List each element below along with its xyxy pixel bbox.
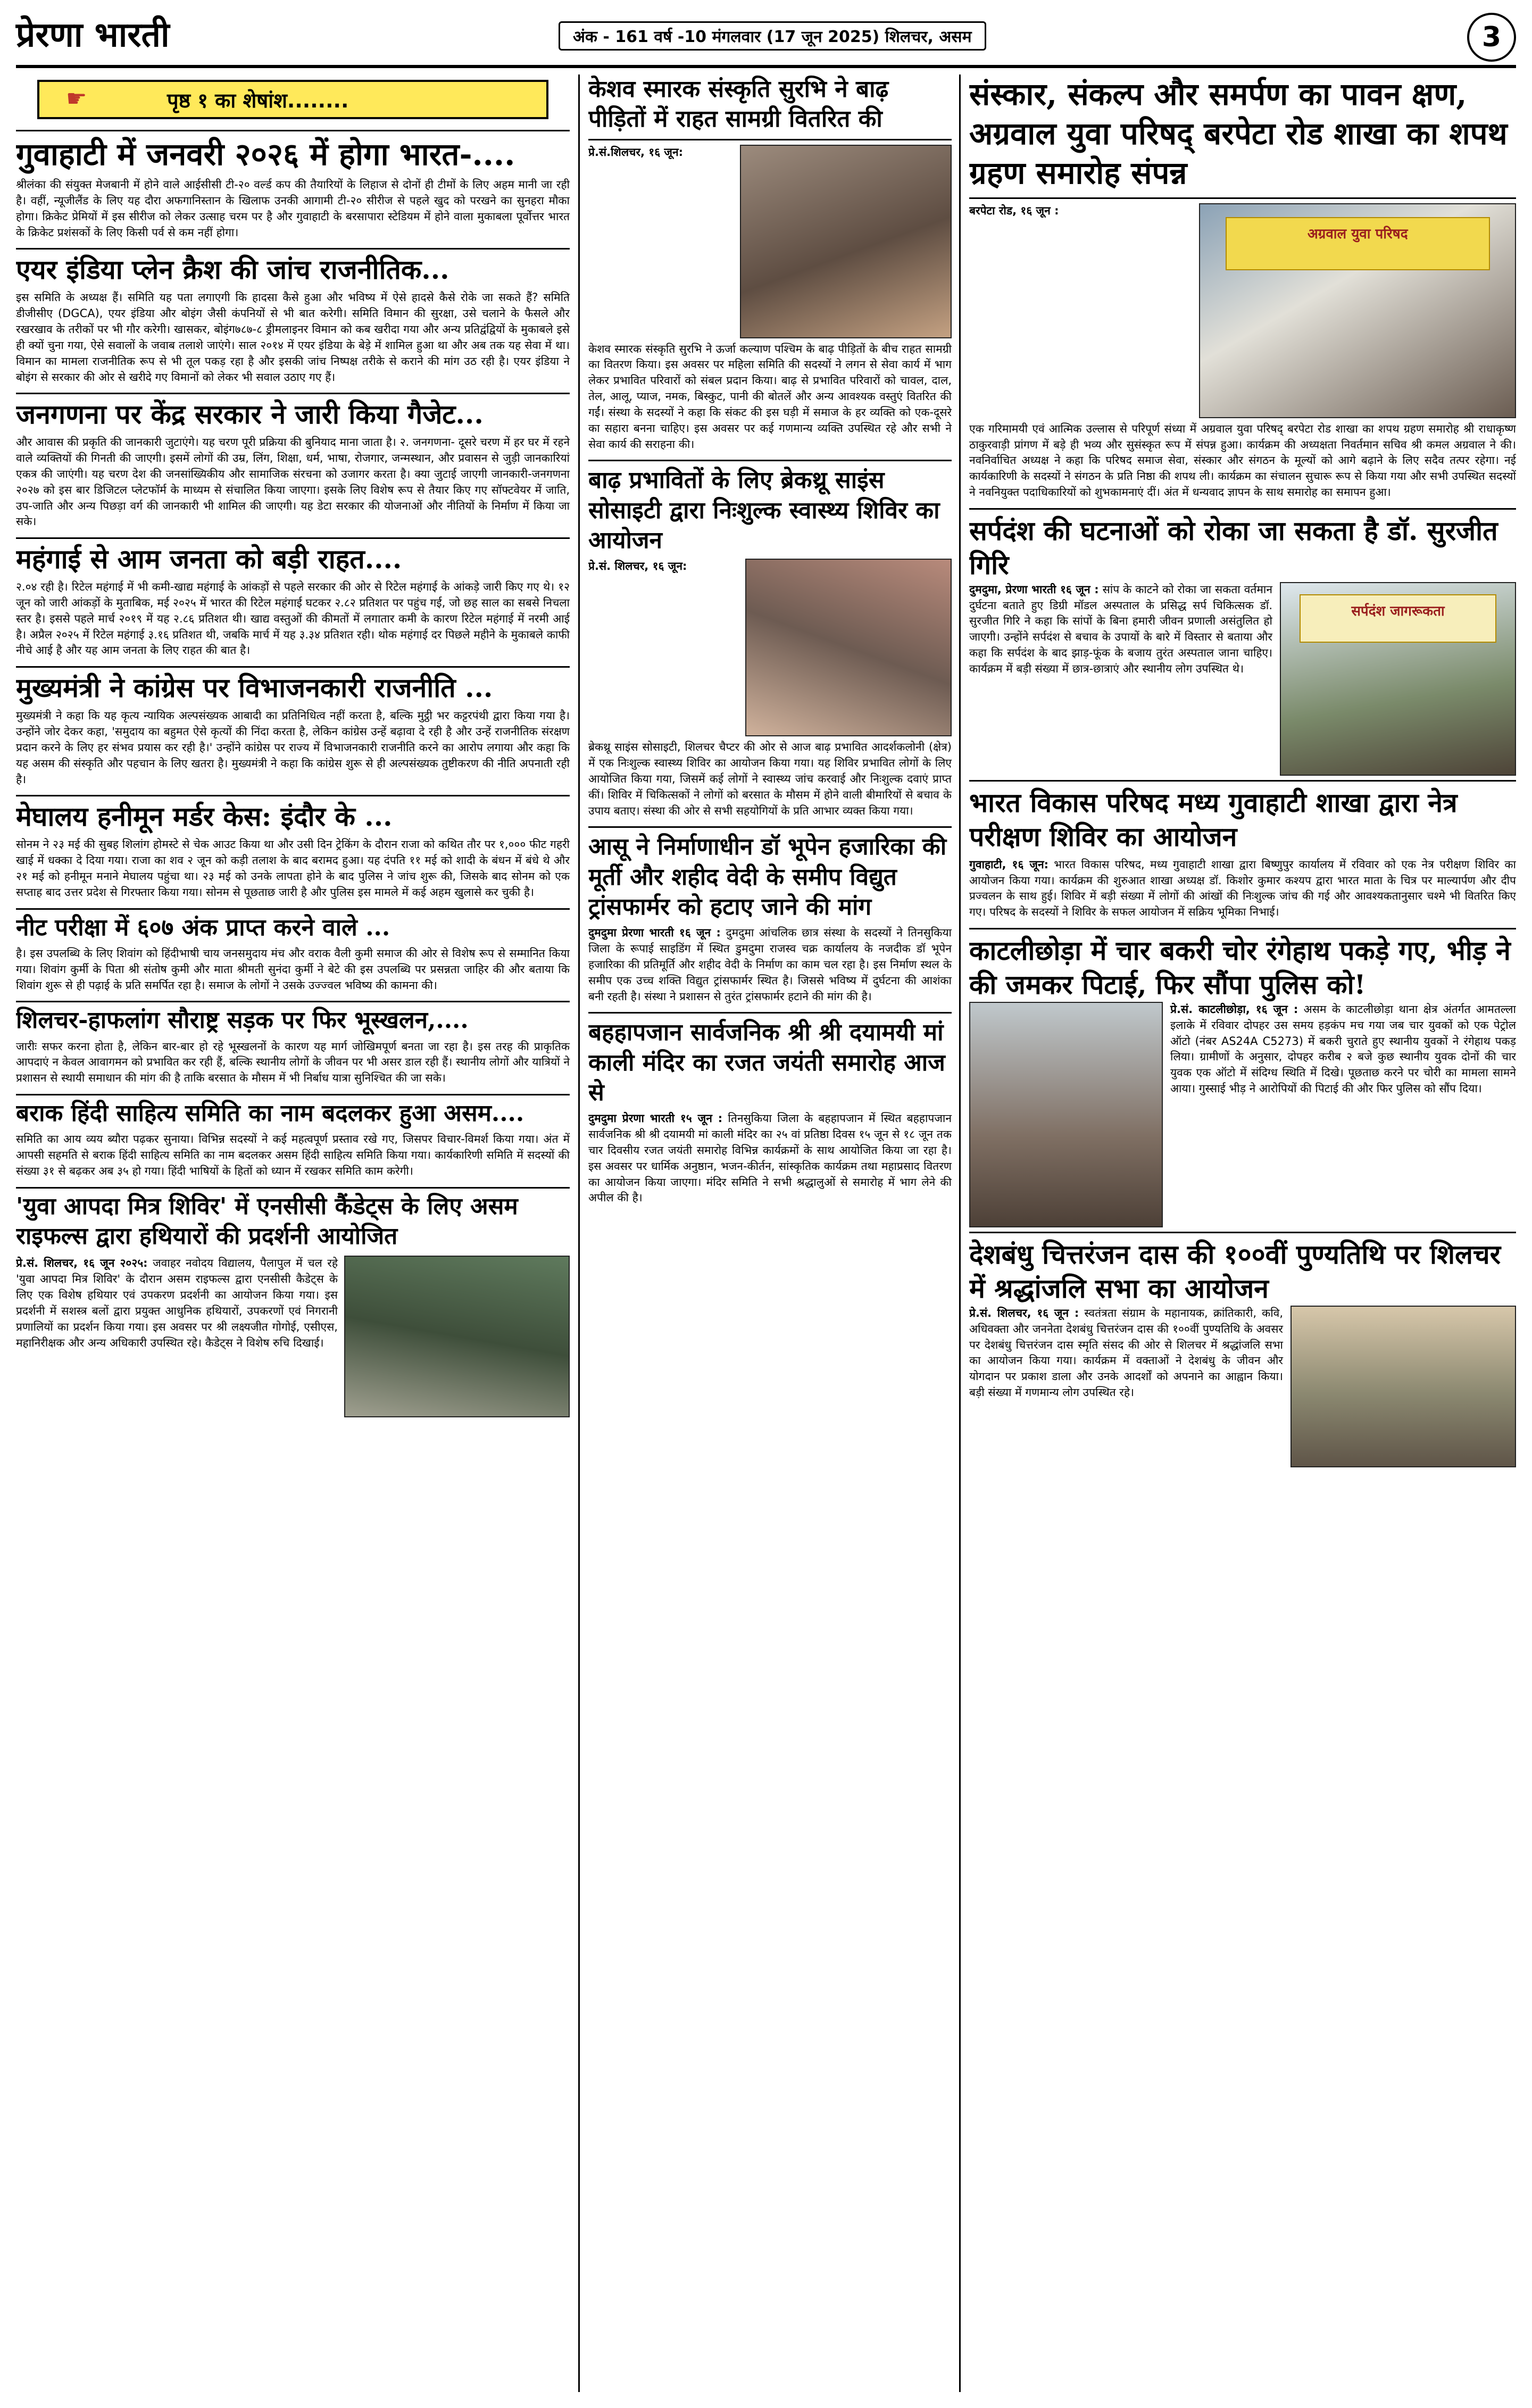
column-left: [16, 74, 580, 2392]
article-body-wrap: [969, 203, 1192, 418]
article-dateline: बरपेटा रोड, १६ जून :: [969, 204, 1059, 217]
article-title: महंगाई से आम जनता को बड़ी राहत....: [16, 537, 570, 576]
column-right: [969, 74, 1516, 2392]
article-body-wrap: [969, 582, 1272, 776]
article-title: आसू ने निर्माणाधीन डॉ भूपेन हजारिका की मूर्ती और शहीद वेदी के समीप विद्युत ट्रांसफार्मर को हटाए जाने की मांग: [588, 833, 947, 920]
article-dateline: प्रे.सं. शिलचर, १६ जून २०२५:: [16, 1257, 148, 1270]
pointing-hand-icon: ☛: [66, 85, 87, 112]
article-dateline: प्रे.सं. शिलचर, १६ जून :: [969, 1307, 1079, 1320]
snakebite-awareness-photo: [1280, 582, 1516, 776]
photo-banner-text: अग्रवाल युवा परिषद: [1307, 226, 1408, 242]
article-body: दुमदुमा आंचलिक छात्र संस्था के सदस्यों ने तिनसुकिया जिला के रूपाई साइडिंग में स्थित डुमदुमा राजस्व चक्र कार्यालय के नजदीक डॉ भूपेन हजारिका की प्रतिमूर्ति और शहीद वेदी के निर्माण का काम चल रहा है। इस निर्माण स्थल के समीप एक उच्च शक्ति विद्युत ट्रांसफार्मर स्थित है। जिससे भविष्य में दुर्घटना की आशंका बनी रहती है। संस्था ने प्रशासन से तुरंत ट्रांसफार्मर हटाने की मांग की है।: [588, 926, 952, 1003]
article-title: देशबंधु चित्तरंजन दास की १००वीं पुण्यतिथि पर शिलचर में श्रद्धांजलि सभा का आयोजन: [969, 1239, 1501, 1305]
article-body: इस समिति के अध्यक्ष हैं। समिति यह पता लगाएगी कि हादसा कैसे हुआ और भविष्य में ऐसे हादसे कैसे रोके जा सकते हैं? समिति डीजीसीए (DGCA), एयर इंडिया और बोइंग जैसी कंपनियों से भी बात करेगी। समिति विमान की सुरक्षा, उसे चलाने के फैसले और रखरखाव के तरीकों पर भी गौर करेगी। खासकर, बोइंग७८७-८ ड्रीमलाइनर विमान को कब खरीदा गया और अन्य प्रतिद्वंद्वियों के मुकाबले इसे ही क्यों चुना गया, ऐसे सवालों के जवाब तलाशे जाएंगे। साल २०१४ में एयर इंडिया के बेड़े में शामिल हुआ था और अब तक यह सेवा में था। विमान का मामला राजनीतिक रूप से भी तूल पकड़ रहा है और इसकी जांच निष्पक्ष तरीके से कराने की मांग उठ रही है। एयर इंडिया ने बोइंग से सरकार की ओर से खरीदे गए विमानों को लेकर भी सवाल उठाए गए हैं।: [16, 291, 570, 384]
article-body-wrap: [588, 145, 735, 338]
article-body: तिनसुकिया जिला के बहहापजान में स्थित बहहापजान सार्वजनिक श्री श्री दयामयी मां काली मंदिर का २५ वां प्रतिष्ठा दिवस १५ जून से १८ जून तक चार दिवसीय रजत जयंती समारोह विभिन्न कार्यक्रमों के साथ आयोजित किया जा रहा है। इस अवसर पर धार्मिक अनुष्ठान, भजन-कीर्तन, सांस्कृतिक कार्यक्रम तथा महाप्रसाद वितरण का आयोजन किया जाएगा। मंदिर समिति ने सभी श्रद्धालुओं से समारोह में भाग लेने की अपील की है।: [588, 1112, 952, 1205]
article-body: समिति का आय व्यय ब्यौरा पढ़कर सुनाया। विभिन्न सदस्यों ने कई महत्वपूर्ण प्रस्ताव रखे गए, जिसपर विचार-विमर्श किया गया। अंत में आपसी सहमति से बराक हिंदी साहित्य समिति का नाम बदलकर असम हिंदी साहित्य समिति किया गया। कार्यकारिणी समिति में सदस्यों की संख्या ३१ से बढ़कर अब ३५ हो गया। हिंदी भाषियों के हितों को ध्यान में रखकर समिति काम करेगी।: [16, 1133, 570, 1178]
article-body: २.०४ रही है। रिटेल महंगाई में भी कमी-खाद्य महंगाई के आंकड़ों से पहले सरकार की ओर से रिटेल महंगाई के आंकड़े जारी किए गए थे। १२ जून को जारी आंकड़ों के मुताबिक, मई २०२५ में भारत की रिटेल महंगाई घटकर २.८२ प्रतिशत पर पहुंच गई, जो छह साल का सबसे निचला स्तर है। इससे पहले मार्च २०१९ में यह २.८६ प्रतिशत थी। खाद्य वस्तुओं की कीमतों में लगातार कमी के कारण रिटेल महंगाई में नरमी आई है। अप्रैल २०२५ में रिटेल महंगाई ३.१६ प्रतिशत थी, जबकि मार्च में यह ३.३४ प्रतिशत रही। थोक महंगाई दर पिछले महीने के मुकाबले काफी नीचे आई है और यह आम जनता के लिए राहत की बात है।: [16, 580, 570, 657]
article-title: भारत विकास परिषद मध्य गुवाहाटी शाखा द्वारा नेत्र परीक्षण शिविर का आयोजन: [969, 786, 1458, 852]
article-body: जवाहर नवोदय विद्यालय, पैलापुल में चल रहे 'युवा आपदा मित्र शिविर' के दौरान असम राइफल्स द्वारा एनसीसी कैडेट्स के लिए एक विशेष हथियार एवं उपकरण प्रदर्शनी का आयोजन किया गया। इस प्रदर्शनी में सशस्त्र बलों द्वारा प्रयुक्त आधुनिक हथियारों, उपकरणों एवं निगरानी प्रणालियों का प्रदर्शन किया गया। इस अवसर पर श्री लक्ष्यजीत गोगोई, एसीएस, महानिरीक्षक और अन्य अधिकारी उपस्थित रहे। कैडेट्स ने विशेष रुचि दिखाई।: [16, 1257, 338, 1349]
article-body: एक गरिमामयी एवं आत्मिक उल्लास से परिपूर्ण संध्या में अग्रवाल युवा परिषद् बरपेटा रोड शाखा का शपथ ग्रहण समारोह श्री राधाकृष्ण ठाकुरवाड़ी प्रांगण में बड़े ही भव्य और सुसंस्कृत रूप में संपन्न हुआ। कार्यक्रम की अध्यक्षता निवर्तमान सचिव श्री कमल अग्रवाल ने की। नवनिर्वाचित अध्यक्ष ने कहा कि परिषद समाज सेवा, संस्कार और संगठन के मूल्यों को आगे बढ़ाने के लिए सदैव तत्पर रहेगा। नई कार्यकारिणी के सदस्यों ने संगठन के प्रति निष्ठा की शपथ ली। कार्यक्रम का संचालन सुचारू रूप से किया गया और सभी उपस्थित सदस्यों ने नवनियुक्त पदाधिकारियों को शुभकामनाएं दीं। अंत में धन्यवाद ज्ञापन के साथ समारोह का समापन हुआ।: [969, 422, 1516, 499]
column-middle: [588, 74, 961, 2392]
article-body: श्रीलंका की संयुक्त मेजबानी में होने वाले आईसीसी टी-२० वर्ल्ड कप की तैयारियों के लिहाज से दोनों ही टीमों के लिए अहम मानी जा रही है। वहीं, न्यूजीलैंड के लिए यह दौरा अफगानिस्तान के खिलाफ उनकी आगामी टी-२० सीरीज से पहले खुद को परखने का सुनहरा मौका होगा। क्रिकेट प्रेमियों में इस सीरीज को लेकर उत्साह चरम पर है और गुवाहाटी के बरसापारा स्टेडियम में होने वाला मुकाबला पूर्वोत्तर भारत के क्रिकेट प्रशंसकों के लिए किसी पर्व से कम नहीं होगा।: [16, 178, 570, 239]
article-title: मेघालय हनीमून मर्डर केस: इंदौर के ...: [16, 795, 570, 834]
article-body: है। इस उपलब्धि के लिए शिवांग को हिंदीभाषी चाय जनसमुदाय मंच और वराक वैली कुमी समाज की ओर से विशेष रूप से सम्मानित किया गया। शिवांग कुर्मी के पिता श्री संतोष कुमी और माता श्रीमती सुनंदा कुर्मी ने बेटे की इस उपलब्धि पर प्रसन्नता जाहिर की और बताया कि शिवांग शुरू से ही पढ़ाई के प्रति समर्पित रहा है। समाज के लोगों ने उसके उज्ज्वल भविष्य की कामना की।: [16, 946, 570, 992]
article-dateline: गुवाहाटी, १६ जून:: [969, 858, 1048, 871]
masthead: [16, 10, 1516, 68]
article-dateline: दुमदुमा, प्रेरणा भारती १६ जून :: [969, 583, 1099, 596]
article-title: बराक हिंदी साहित्य समिति का नाम बदलकर हुआ असम....: [16, 1094, 570, 1128]
article-dateline: प्रे.सं. काटलीछोड़ा, १६ जून :: [1170, 1003, 1298, 1016]
paper-name: प्रेरणा भारती: [16, 15, 170, 55]
article-body: सांप के काटने को रोका जा सकता वर्तमान दुर्घटना बताते हुए डिग्री मॉडल अस्पताल के प्रसिद्ध सर्प चिकित्सक डॉ. सुरजीत गिरि ने कहा कि सांपों के बिना हमारी जीवन प्रणाली असंतुलित हो जाएगी। उन्होंने सर्पदंश से बचाव के उपायों के बारे में विस्तार से बताया और कहा कि सर्पदंश के बाद झाड़-फूंक के बजाय तुरंत अस्पताल जाना चाहिए। कार्यक्रम में बड़ी संख्या में छात्र-छात्राएं और स्थानीय लोग उपस्थित थे।: [969, 583, 1272, 675]
article-body: केशव स्मारक संस्कृति सुरभि ने ऊर्जा कल्याण पश्चिम के बाढ़ पीड़ितों के बीच राहत सामग्री का वितरण किया। इस अवसर पर महिला समिति की सदस्यों ने लगन से सेवा कार्य में भाग लेकर प्रभावित परिवारों को संबल प्रदान किया। बाढ़ से प्रभावित परिवारों को चावल, दाल, तेल, आलू, प्याज, नमक, बिस्कुट, पानी की बोतलें और अन्य आवश्यक वस्तुएं वितरित की गईं। संस्था के सदस्यों ने कहा कि संकट की इस घड़ी में समाज के हर व्यक्ति को एक-दूसरे का सहारा बनना चाहिए। इस अवसर पर कई गणमान्य व्यक्ति उपस्थित रहे और सभी ने सेवा कार्य की सराहना की।: [588, 342, 952, 451]
relief-distribution-photo: [740, 145, 952, 338]
article-title: नीट परीक्षा में ६०७ अंक प्राप्त करने वाले ...: [16, 908, 570, 943]
article-body-wrap: [969, 1306, 1283, 1467]
article-title: संस्कार, संकल्प और समर्पण का पावन क्षण, अग्रवाल युवा परिषद् बरपेटा रोड शाखा का शपथ ग्रहण समारोह संपन्न: [969, 76, 1508, 192]
continuation-label: पृष्ठ १ का शेषांश........: [167, 89, 349, 112]
ncc-exhibition-photo: [344, 1256, 570, 1417]
article-dateline: प्रे.सं. शिलचर, १६ जून:: [588, 560, 687, 573]
article-dateline: दुमदुमा प्रेरणा भारती १६ जून :: [588, 926, 721, 940]
article-title: काटलीछोड़ा में चार बकरी चोर रंगेहाथ पकड़े गए, भीड़ ने की जमकर पिटाई, फिर सौंपा पुलिस को!: [969, 935, 1511, 1001]
health-camp-photo: [745, 559, 952, 736]
page-number: 3: [1467, 13, 1516, 62]
article-title: सर्पदंश की घटनाओं को रोका जा सकता है डॉ. सुरजीत गिरि: [969, 514, 1498, 580]
article-body-wrap: [588, 925, 952, 1004]
oath-ceremony-photo: [1199, 203, 1516, 418]
article-body: ब्रेकथ्रू साइंस सोसाइटी, शिलचर चैप्टर की ओर से आज बाढ़ प्रभावित आदर्शकलोनी (क्षेत्र) में एक निःशुल्क स्वास्थ्य शिविर का आयोजन किया गया। यह शिविर प्रभावित लोगों के लिए आयोजित किया गया, जिसमें कई लोगों ने स्वास्थ्य जांच करवाई और निःशुल्क दवाएं प्राप्त कीं। शिविर में चिकित्सकों ने लोगों को बरसात के मौसम में होने वाली बीमारियों से बचाव के उपाय बताए। संस्था की ओर से सभी सहयोगियों के प्रति आभार व्यक्त किया गया।: [588, 741, 952, 817]
article-title: गुवाहाटी में जनवरी २०२६ में होगा भारत-....: [16, 130, 570, 174]
article-title: जनगणना पर केंद्र सरकार ने जारी किया गैजेट...: [16, 393, 570, 431]
issue-info: अंक - 161 वर्ष -10 मंगलवार (17 जून 2025) शिलचर, असम: [559, 21, 986, 51]
article-title: शिलचर-हाफलांग सौराष्ट्र सड़क पर फिर भूस्खलन,....: [16, 1001, 570, 1035]
article-body: मुख्यमंत्री ने कहा कि यह कृत्य न्यायिक अल्पसंख्यक आबादी का प्रतिनिधित्व नहीं करता है, बल्कि मुट्ठी भर कट्टरपंथी द्वारा किया गया है। उन्होंने जोर देकर कहा, 'समुदाय का बहुमत ऐसे कृत्यों की निंदा करता है, लेकिन कांग्रेस उन्हें बढ़ावा दे रही है और उन्हें राजनीतिक संरक्षण प्रदान करने के लिए हर संभव प्रयास कर रही है।' उन्होंने कांग्रेस पर राज्य में विभाजनकारी राजनीति करने का आरोप लगाया और कहा कि यह असम की संस्कृति और पहचान के लिए खतरा है। मुख्यमंत्री ने कहा कि कांग्रेस शुरू से ही अल्पसंख्यक तुष्टीकरण की नीति अपनाती रही है।: [16, 709, 570, 786]
continuation-banner: [37, 80, 548, 119]
article-body: जारीः सफर करना होता है, लेकिन बार-बार हो रहे भूस्खलनों के कारण यह मार्ग जोखिमपूर्ण बनता जा रहा है। इस तरह की प्राकृतिक आपदाएं न केवल आवागमन को प्रभावित कर रही हैं, बल्कि स्थानीय लोगों के जीवन पर भी असर डाल रही हैं। स्थानीय लोगों और यात्रियों ने प्रशासन से स्थायी समाधान की मांग की है ताकि बरसात के मौसम में भी निर्बाध यात्रा सुनिश्चित की जा सके।: [16, 1040, 570, 1085]
article-title: मुख्यमंत्री ने कांग्रेस पर विभाजनकारी राजनीति ...: [16, 666, 570, 705]
photo-banner-text: सर्पदंश जागरूकता: [1351, 603, 1445, 620]
article-title: 'युवा आपदा मित्र शिविर' में एनसीसी कैंडेट्स के लिए असम राइफल्स द्वारा हथियारों की प्रदर्शनी आयोजित: [16, 1187, 570, 1252]
article-title: एयर इंडिया प्लेन क्रैश की जांच राजनीतिक...: [16, 248, 570, 287]
article-body: भारत विकास परिषद, मध्य गुवाहाटी शाखा द्वारा बिष्णुपुर कार्यालय में रविवार को एक नेत्र परीक्षण शिविर का आयोजन किया गया। कार्यक्रम की शुरुआत शाखा अध्यक्ष डॉ. किशोर कुमार कश्यप द्वारा भारत माता के चित्र पर माल्यार्पण और दीप प्रज्वलन के साथ हुई। शिविर में बड़ी संख्या में लोगों की आंखों की निःशुल्क जांच की गई और आवश्यकतानुसार चश्मे भी वितरित किए गए। परिषद के सदस्यों ने शिविर के सफल आयोजन में सक्रिय भूमिका निभाई।: [969, 858, 1516, 919]
article-dateline: प्रे.सं.शिलचर, १६ जून:: [588, 145, 684, 159]
article-title: बाढ़ प्रभावितों के लिए ब्रेकथ्रू साइंस सोसाइटी द्वारा निःशुल्क स्वास्थ्य शिविर का आयोजन: [588, 467, 940, 554]
goat-thieves-photo: [969, 1002, 1163, 1227]
article-body: स्वतंत्रता संग्राम के महानायक, क्रांतिकारी, कवि, अधिवक्ता और जननेता देशबंधु चित्तरंजन दास की १००वीं पुण्यतिथि के अवसर पर देशबंधु चित्तरंजन दास स्मृति संसद की ओर से शिलचर में श्रद्धांजलि सभा का आयोजन किया गया। कार्यक्रम में वक्ताओं ने देशबंधु के जीवन और योगदान पर प्रकाश डाला और उनके आदर्शों को अपनाने का आह्वान किया। बड़ी संख्या में गणमान्य लोग उपस्थित रहे।: [969, 1307, 1283, 1399]
article-body: और आवास की प्रकृति की जानकारी जुटाएंगे। यह चरण पूरी प्रक्रिया की बुनियाद माना जाता है। २. जनगणना- दूसरे चरण में हर घर में रहने वाले व्यक्तियों की गिनती की जाएगी। इसमें लोगों की उम्र, लिंग, शिक्षा, धर्म, भाषा, रोजगार, जन्मस्थान, और प्रवासन से जुड़ी जानकारियां एकत्र की जाएंगी। यह चरण देश की जनसांख्यिकीय और सामाजिक संरचना को उजागर करता है। क्या जुटाई जाएगी जानकारी-जनगणना २०२७ को इस बार डिजिटल प्लेटफॉर्म के माध्यम से संचालित किया जाएगा। इसके लिए विशेष रूप से तैयार किए गए सॉफ्टवेयर में जाति, उप-जाति और अन्य पिछड़ा वर्ग की जानकारी भी शामिल की जाएगी। यह डेटा सरकार की योजनाओं और नीतियों के निर्माण में किया जा सके।: [16, 436, 570, 528]
tribute-meeting-photo: [1290, 1306, 1516, 1467]
article-body-wrap: [588, 1111, 952, 1206]
article-body-wrap: [1170, 1002, 1516, 1227]
article-body-wrap: [969, 857, 1516, 920]
article-body-wrap: [588, 559, 740, 736]
article-title: बहहापजान सार्वजनिक श्री श्री दयामयी मां काली मंदिर का रजत जयंती समारोह आज से: [588, 1019, 945, 1106]
article-body: सोनम ने २३ मई की सुबह शिलांग होमस्टे से चेक आउट किया था और उसी दिन ट्रेकिंग के दौरान राजा को कथित तौर पर १,००० फीट गहरी खाई में धक्का दे दिया गया। राजा का शव २ जून को कड़ी तलाश के बाद बरामद हुआ। यह दंपति ११ मई को शादी के बंधन में बंधे थे और २१ मई को हनीमून मनाने मेघालय पहुंचा था। २३ मई को उनके लापता होने के बाद पुलिस ने जांच शुरू की, जिसके बाद सोनम को एक सप्ताह बाद उत्तर प्रदेश से गिरफ्तार किया गया। सोनम से पूछताछ जारी है और पुलिस इस मामले में कई अहम खुलासे कर चुकी है।: [16, 838, 570, 899]
article-dateline: दुमदुमा प्रेरणा भारती १५ जून :: [588, 1112, 723, 1125]
article-body-wrap: [16, 1256, 338, 1417]
article-body: असम के काटलीछोड़ा थाना क्षेत्र अंतर्गत आमतल्ला इलाके में रविवार दोपहर उस समय हड़कंप मच गया जब चार युवकों को एक पेट्रोल ऑटो (नंबर AS24A C5273) में बकरी चुराते हुए स्थानीय युवकों ने रंगेहाथ पकड़ लिया। ग्रामीणों के अनुसार, दोपहर करीब २ बजे कुछ स्थानीय युवक दोनों की चार युवक एक ऑटो में संदिग्ध स्थिति में दिखे। पूछताछ करने पर चोरी का मामला सामने आया। गुस्साई भीड़ ने आरोपियों की पिटाई की और फिर पुलिस को सौंप दिया।: [1170, 1003, 1516, 1095]
article-title: केशव स्मारक संस्कृति सुरभि ने बाढ़ पीड़ितों में राहत सामग्री वितरित की: [588, 76, 889, 133]
